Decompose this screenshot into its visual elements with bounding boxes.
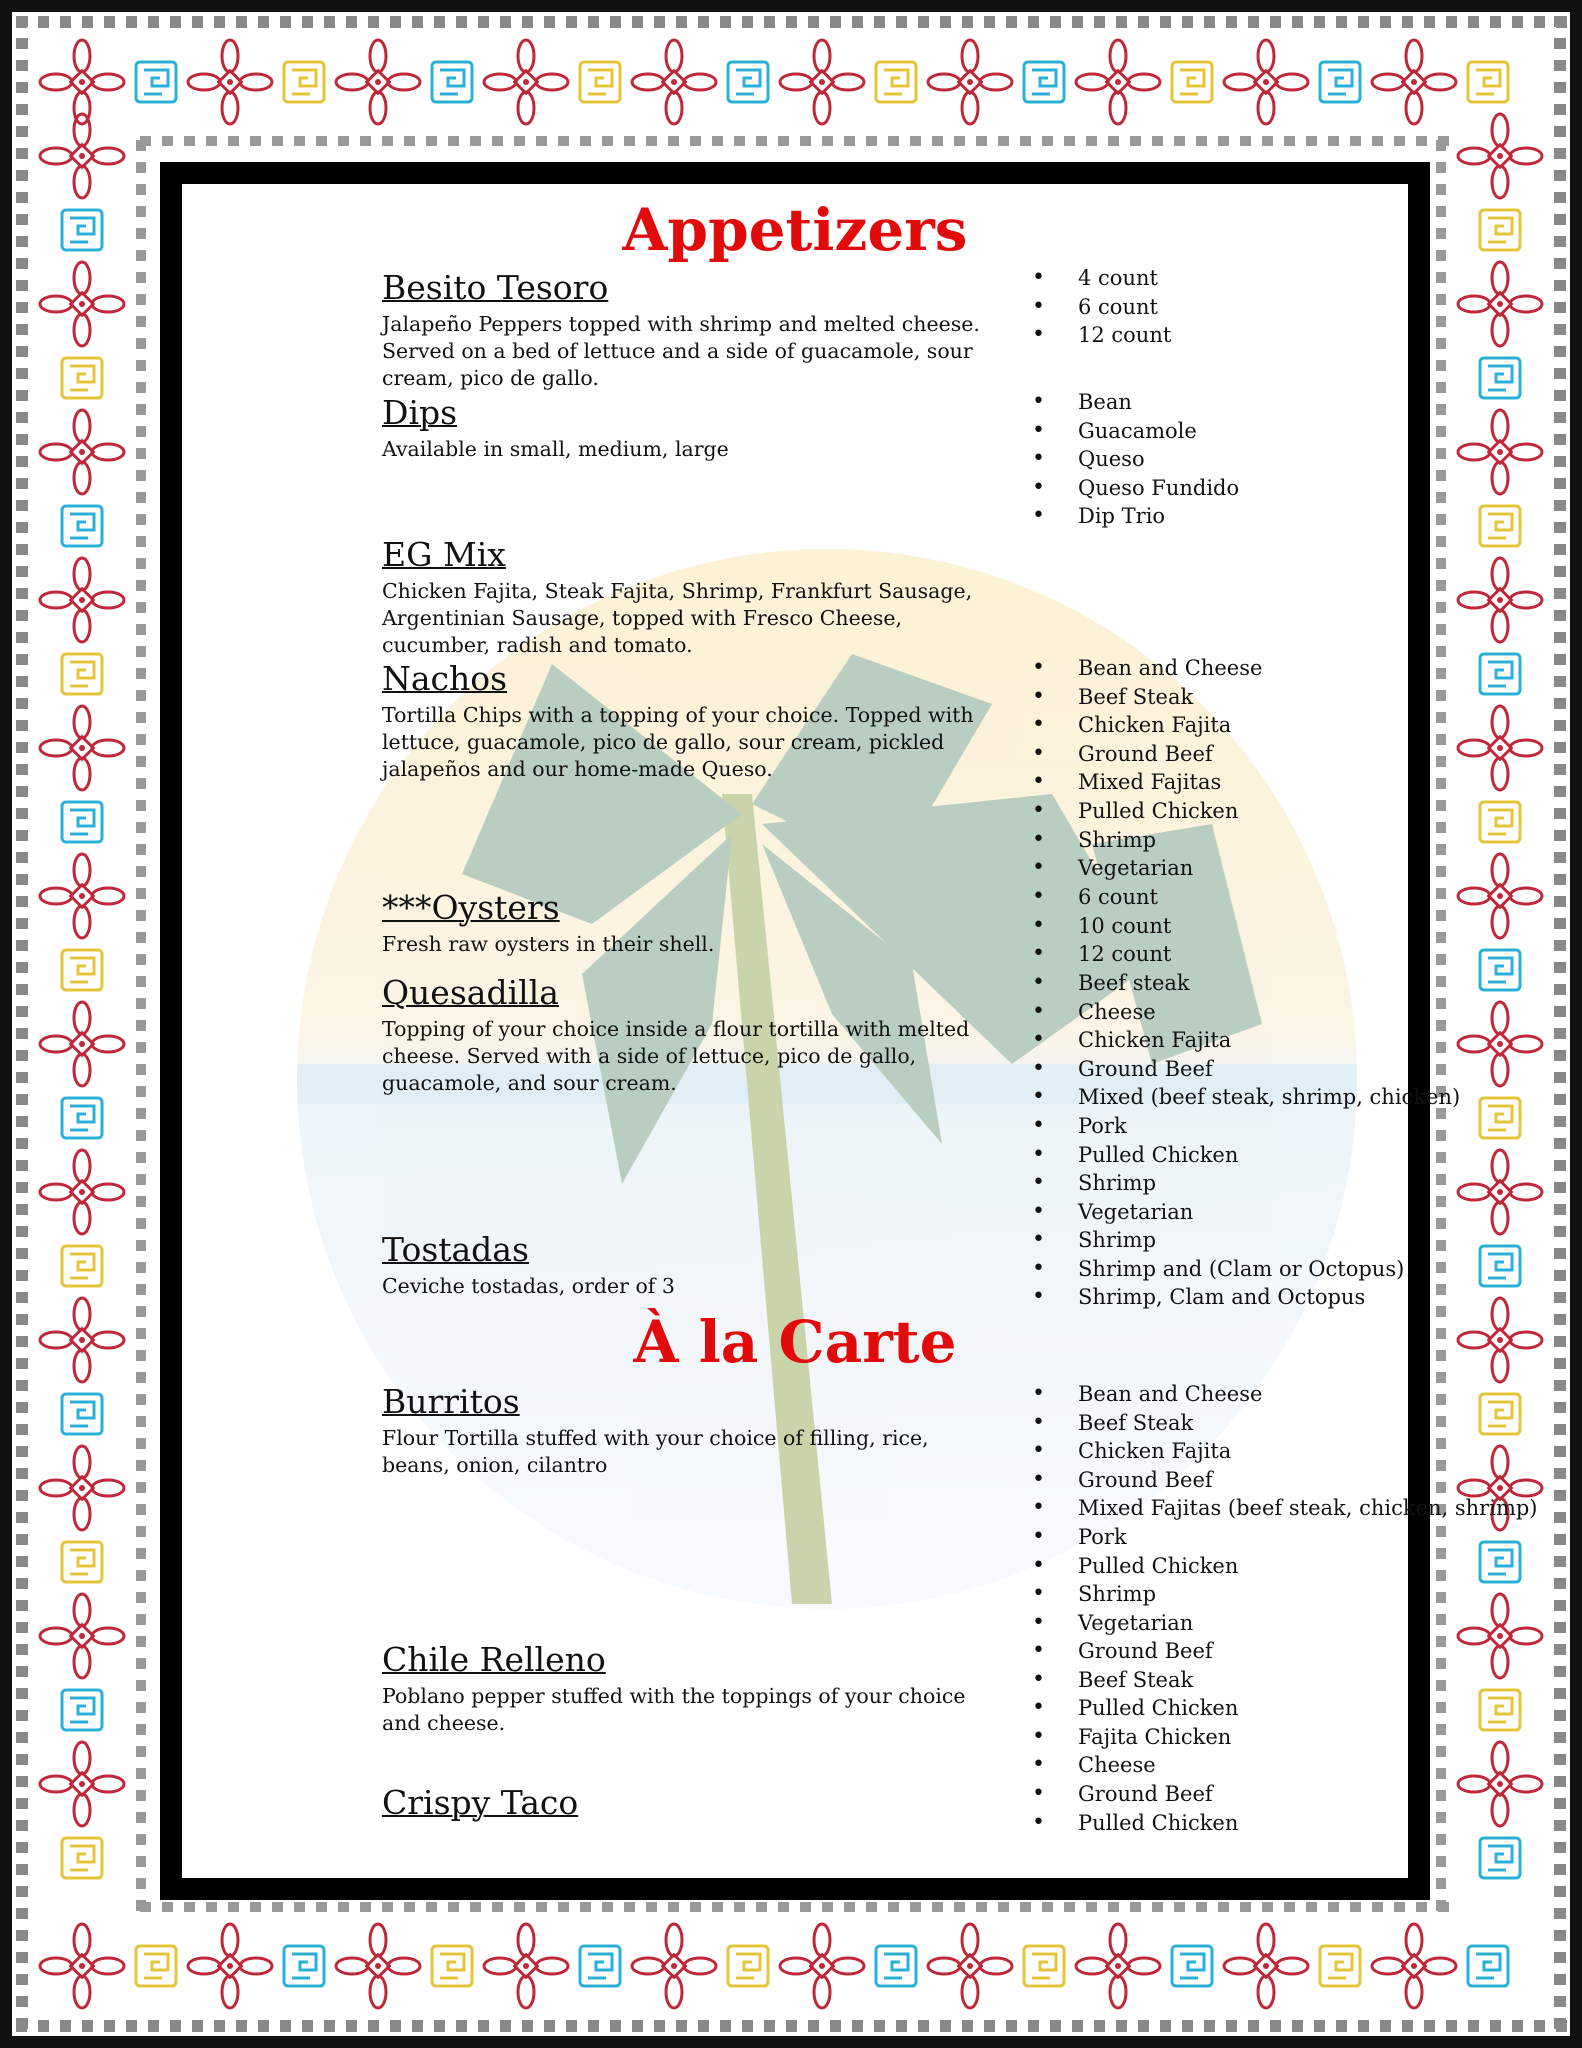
border-glyph-motif [580,62,620,102]
border-flower-motif [1458,262,1542,346]
border-flower-motif [336,1924,420,2008]
dish-name: Dips [382,393,458,432]
dish-description: Flour Tortilla stuffed with your choice of filling, rice, beans, onion, cilantro [382,1426,929,1477]
border-glyph-motif [1024,62,1064,102]
border-flower-motif [1458,410,1542,494]
option-item: • Beef Steak [1032,683,1262,712]
dish-quesadilla [382,973,982,1097]
option-item: • Shrimp [1032,1226,1404,1255]
option-item: • Vegetarian [1032,1198,1460,1227]
border-flower-motif [40,558,124,642]
dish-tostadas [382,1230,982,1300]
dish-name: Nachos [382,659,508,698]
dish-besito-tesoro [382,268,982,392]
border-flower-motif [780,1924,864,2008]
border-flower-motif [188,40,272,124]
border-glyph-motif [1480,1098,1520,1138]
border-glyph-motif [1468,62,1508,102]
border-flower-motif [40,1002,124,1086]
border-glyph-motif [580,1946,620,1986]
option-item: • Chicken Fajita [1032,1026,1460,1055]
option-item: • Ground Beef [1032,740,1262,769]
option-item: • Pulled Chicken [1032,1809,1238,1838]
border-flower-motif [1458,706,1542,790]
border-flower-motif [40,40,124,124]
border-flower-motif [1458,854,1542,938]
border-flower-motif [1076,1924,1160,2008]
dish-name: Besito Tesoro [382,268,609,307]
alacarte-heading: À la Carte [633,1308,957,1376]
option-item: • 6 count [1032,293,1171,322]
option-item: • Pork [1032,1523,1538,1552]
border-flower-motif [40,1446,124,1530]
border-glyph-motif [62,1838,102,1878]
border-glyph-motif [1172,1946,1212,1986]
option-item: • Pulled Chicken [1032,1552,1538,1581]
option-item: • Mixed Fajitas [1032,768,1262,797]
border-flower-motif [632,40,716,124]
option-item: • Queso Fundido [1032,474,1239,503]
dish-dips [382,393,982,463]
border-flower-motif [336,40,420,124]
border-flower-motif [1458,1150,1542,1234]
border-flower-motif [928,1924,1012,2008]
crispy-taco-options [1032,1780,1238,1837]
border-glyph-motif [136,62,176,102]
option-item: • Shrimp [1032,1580,1538,1609]
dish-chile-relleno [382,1640,982,1737]
border-glyph-motif [1172,62,1212,102]
border-flower-motif [40,1924,124,2008]
option-item: • Shrimp, Clam and Octopus [1032,1283,1404,1312]
border-glyph-motif [1480,1690,1520,1730]
dish-description: Chicken Fajita, Steak Fajita, Shrimp, Frankfurt Sausage, Argentinian Sausage, topped with Fresco Cheese, cucumber, radish and tomato. [382,579,973,657]
border-flower-motif [780,40,864,124]
option-item: • Pork [1032,1112,1460,1141]
option-item: • Ground Beef [1032,1637,1238,1666]
border-glyph-motif [62,654,102,694]
option-item: • Cheese [1032,1751,1238,1780]
border-glyph-motif [62,802,102,842]
dish-burritos [382,1382,982,1479]
border-flower-motif [1372,40,1456,124]
border-glyph-motif [62,506,102,546]
dish-nachos [382,659,982,783]
border-glyph-motif [1480,210,1520,250]
option-item: • Queso [1032,445,1239,474]
dish-crispy-taco [382,1783,982,1823]
border-glyph-motif [136,1946,176,1986]
option-item: • 4 count [1032,264,1171,293]
dish-name: Quesadilla [382,973,559,1012]
border-flower-motif [40,1298,124,1382]
option-item: • Pulled Chicken [1032,1141,1460,1170]
border-glyph-motif [1480,1838,1520,1878]
border-flower-motif [1458,558,1542,642]
border-glyph-motif [432,62,472,102]
option-item: • Mixed Fajitas (beef steak, chicken, shrimp) [1032,1494,1538,1523]
border-glyph-motif [1480,358,1520,398]
border-glyph-motif [728,62,768,102]
option-item: • 6 count [1032,883,1171,912]
border-glyph-motif [62,950,102,990]
dish-description: Available in small, medium, large [382,437,729,461]
appetizers-heading: Appetizers [622,196,968,264]
option-item: • Bean and Cheese [1032,1380,1538,1409]
border-flower-motif [632,1924,716,2008]
border-glyph-motif [62,1246,102,1286]
border-flower-motif [188,1924,272,2008]
border-flower-motif [1458,1742,1542,1826]
border-glyph-motif [62,1690,102,1730]
border-flower-motif [40,854,124,938]
border-glyph-motif [1480,506,1520,546]
burritos-options [1032,1380,1538,1637]
border-glyph-motif [1480,1246,1520,1286]
option-item: • Cheese [1032,998,1460,1027]
border-glyph-motif [62,1394,102,1434]
border-glyph-motif [1480,950,1520,990]
border-flower-motif [1372,1924,1456,2008]
border-flower-motif [40,706,124,790]
option-item: • 10 count [1032,912,1171,941]
dish-name: ***Oysters [382,888,560,927]
option-item: • 12 count [1032,940,1171,969]
border-glyph-motif [1468,1946,1508,1986]
border-glyph-motif [62,1542,102,1582]
menu-page-frame [12,12,1570,2036]
border-flower-motif [40,1594,124,1678]
option-item: • 12 count [1032,321,1171,350]
option-item: • Beef Steak [1032,1666,1238,1695]
border-glyph-motif [62,210,102,250]
dips-options [1032,388,1239,531]
border-glyph-motif [432,1946,472,1986]
quesadilla-options [1032,969,1460,1226]
border-glyph-motif [728,1946,768,1986]
border-glyph-motif [876,62,916,102]
border-glyph-motif [1480,654,1520,694]
option-item: • Vegetarian [1032,1609,1538,1638]
dish-eg-mix [382,535,982,659]
option-item: • Fajita Chicken [1032,1723,1238,1752]
dish-name: Crispy Taco [382,1783,579,1822]
border-glyph-motif [284,62,324,102]
border-flower-motif [40,262,124,346]
oysters-options [1032,883,1171,969]
border-flower-motif [1224,40,1308,124]
border-flower-motif [40,1742,124,1826]
border-glyph-motif [1320,62,1360,102]
option-item: • Vegetarian [1032,854,1262,883]
option-item: • Shrimp [1032,1169,1460,1198]
border-glyph-motif [1480,802,1520,842]
border-flower-motif [928,40,1012,124]
border-glyph-motif [876,1946,916,1986]
option-item: • Chicken Fajita [1032,1437,1538,1466]
border-flower-motif [1458,1298,1542,1382]
border-flower-motif [484,40,568,124]
dish-description: Topping of your choice inside a flour tortilla with melted cheese. Served with a side of lettuce, pico de gallo, guacamole, and sour cream. [382,1017,970,1095]
border-glyph-motif [1320,1946,1360,1986]
option-item: • Bean [1032,388,1239,417]
dish-description: Poblano pepper stuffed with the toppings of your choice and cheese. [382,1684,966,1735]
dish-name: Tostadas [382,1230,529,1269]
option-item: • Ground Beef [1032,1055,1460,1084]
border-flower-motif [1224,1924,1308,2008]
option-item: • Beef steak [1032,969,1460,998]
option-item: • Dip Trio [1032,502,1239,531]
dish-name: Chile Relleno [382,1640,606,1679]
border-glyph-motif [1024,1946,1064,1986]
dish-description: Jalapeño Peppers topped with shrimp and melted cheese. Served on a bed of lettuce and a side of guacamole, sour cream, pico de gallo. [382,312,980,390]
border-flower-motif [40,1150,124,1234]
border-flower-motif [40,114,124,198]
option-item: • Pulled Chicken [1032,797,1262,826]
border-glyph-motif [62,1098,102,1138]
border-flower-motif [484,1924,568,2008]
border-flower-motif [1458,1002,1542,1086]
dish-name: Burritos [382,1382,520,1421]
option-item: • Bean and Cheese [1032,654,1262,683]
menu-page [182,184,1538,1878]
nachos-options [1032,654,1262,883]
option-item: • Shrimp [1032,826,1262,855]
dish-name: EG Mix [382,535,506,574]
border-glyph-motif [62,358,102,398]
border-flower-motif [1458,114,1542,198]
option-item: • Ground Beef [1032,1466,1538,1495]
option-item: • Shrimp and (Clam or Octopus) [1032,1255,1404,1284]
border-flower-motif [1076,40,1160,124]
dish-description: Tortilla Chips with a topping of your choice. Topped with lettuce, guacamole, pico de gallo, sour cream, pickled jalapeños and our home-made Queso. [382,703,974,781]
border-glyph-motif [284,1946,324,1986]
besito-options [1032,264,1171,350]
chile-relleno-options [1032,1637,1238,1780]
option-item: • Mixed (beef steak, shrimp, chicken) [1032,1083,1460,1112]
border-flower-motif [40,410,124,494]
dish-oysters [382,888,982,958]
dish-description: Fresh raw oysters in their shell. [382,932,715,956]
option-item: • Guacamole [1032,417,1239,446]
option-item: • Chicken Fajita [1032,711,1262,740]
dish-description: Ceviche tostadas, order of 3 [382,1274,675,1298]
option-item: • Ground Beef [1032,1780,1238,1809]
option-item: • Beef Steak [1032,1409,1538,1438]
tostadas-options [1032,1226,1404,1312]
option-item: • Pulled Chicken [1032,1694,1238,1723]
